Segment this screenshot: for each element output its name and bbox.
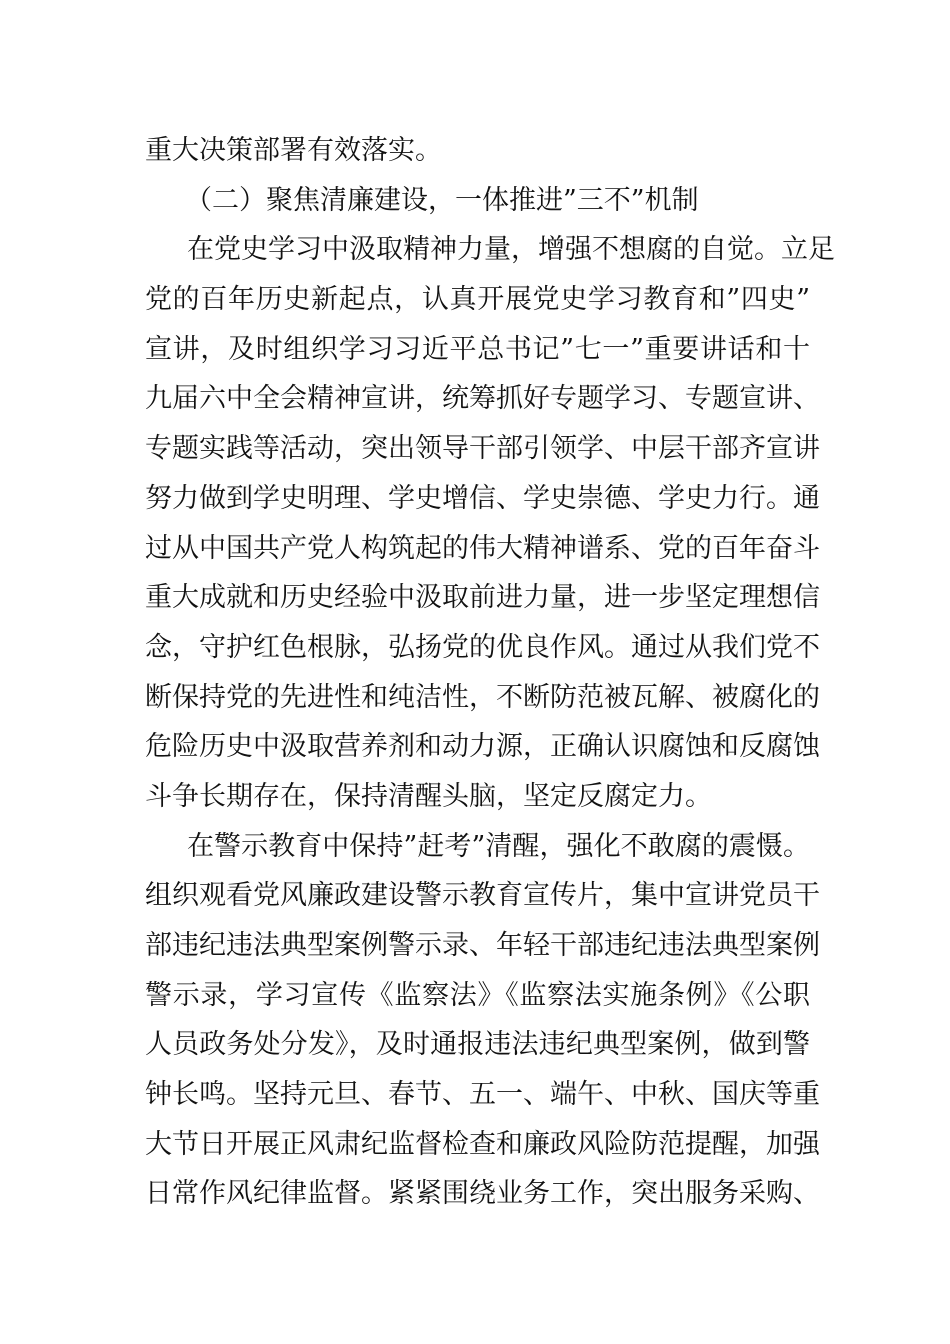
text-line: 专题实践等活动，突出领导干部引领学、中层干部齐宣讲 [145,433,820,465]
text-line: 过从中国共产党人构筑起的伟大精神谱系、党的百年奋斗 [145,532,820,564]
text-line: 大节日开展正风肃纪监督检查和廉政风险防范提醒，加强 [145,1128,820,1160]
document-body [145,126,835,1219]
text-line: 警示录，学习宣传《监察法》《监察法实施条例》《公职 [145,979,810,1011]
paragraph-party-history [145,225,835,821]
intro-paragraph [145,126,810,176]
text-line: 组织观看党风廉政建设警示教育宣传片，集中宣讲党员干 [145,880,820,912]
text-line: 人员政务处分发》，及时通报违法违纪典型案例，做到警 [145,1029,810,1061]
text-line: 九届六中全会精神宣讲，统筹抓好专题学习、专题宣讲、 [145,383,820,415]
text-line: 党的百年历史新起点，认真开展党史学习教育和”四史” [145,284,810,316]
text-line: 断保持党的先进性和纯洁性，不断防范被瓦解、被腐化的 [145,681,820,713]
text-line: 重大决策部署有效落实。 [145,135,442,166]
text-line: 部违纪违法典型案例警示录、年轻干部违纪违法典型案例 [145,930,820,961]
paragraph-warning-education [145,822,820,1220]
text-line: 在党史学习中汲取精神力量，增强不想腐的自觉。立足 [187,234,835,266]
text-line: 宣讲，及时组织学习习近平总书记”七一”重要讲话和十 [145,333,810,365]
text-line: 努力做到学史明理、学史增信、学史崇德、学史力行。通 [145,482,820,514]
text-line: 日常作风纪律监督。紧紧围绕业务工作，突出服务采购、 [145,1178,820,1210]
section-heading: （二）聚焦清廉建设，一体推进”三不”机制 [185,184,699,216]
text-line: 斗争长期存在，保持清醒头脑，坚定反腐定力。 [145,780,712,812]
text-line: 钟长鸣。坚持元旦、春节、五一、端午、中秋、国庆等重 [145,1079,820,1111]
text-line: 危险历史中汲取营养剂和动力源，正确认识腐蚀和反腐蚀 [145,731,820,763]
text-line: 在警示教育中保持”赶考”清醒，强化不敢腐的震慑。 [187,830,810,862]
text-line: 重大成就和历史经验中汲取前进力量，进一步坚定理想信 [145,582,820,614]
text-line: 念，守护红色根脉，弘扬党的优良作风。通过从我们党不 [145,631,820,663]
